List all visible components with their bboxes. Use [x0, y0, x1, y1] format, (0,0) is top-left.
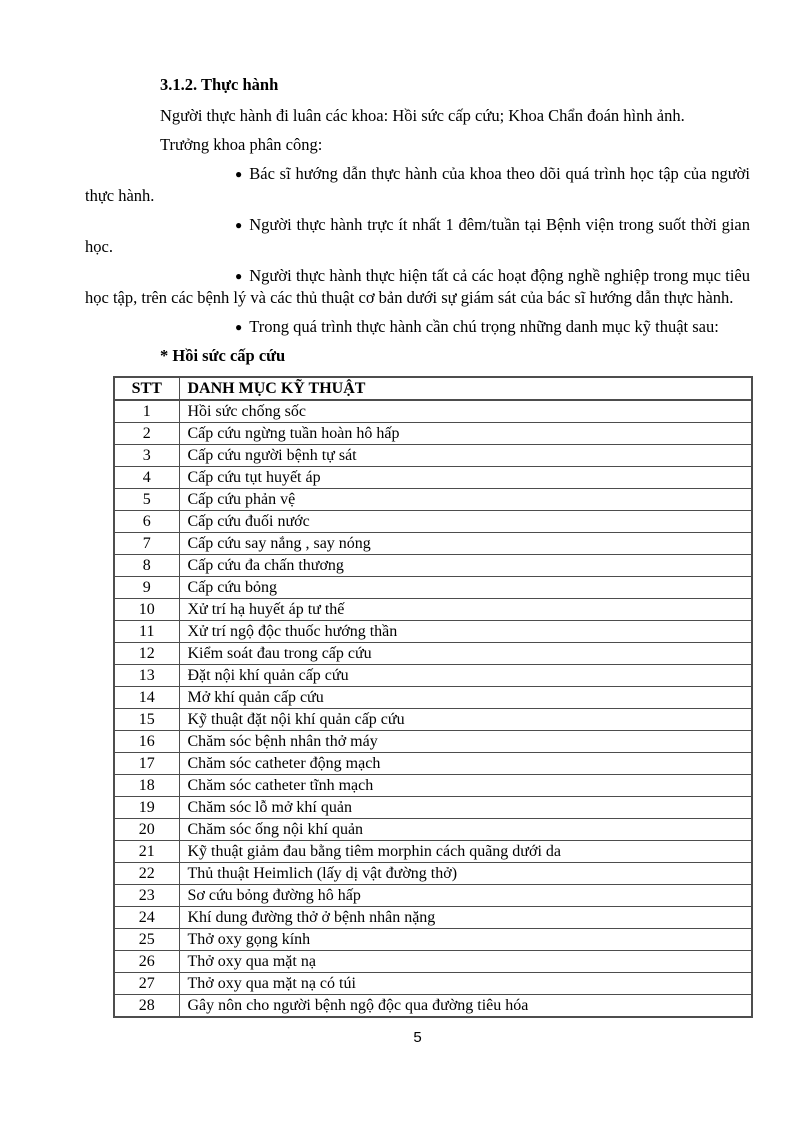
procedure-name-cell: Cấp cứu người bệnh tự sát	[179, 445, 752, 467]
paragraph-assignment: Trưởng khoa phân công:	[160, 135, 323, 154]
row-number-cell: 25	[114, 929, 179, 951]
procedure-name-cell: Chăm sóc catheter động mạch	[179, 753, 752, 775]
table-row	[114, 599, 752, 621]
table-row	[114, 951, 752, 973]
procedure-name-cell: Gây nôn cho người bệnh ngộ độc qua đường tiêu hóa	[179, 995, 752, 1018]
procedure-name-cell: Cấp cứu đuối nước	[179, 511, 752, 533]
table-row	[114, 731, 752, 753]
row-number-cell: 28	[114, 995, 179, 1018]
table-row	[114, 753, 752, 775]
procedure-name-cell: Sơ cứu bỏng đường hô hấp	[179, 885, 752, 907]
subsection-heading: * Hồi sức cấp cứu	[160, 346, 286, 365]
row-number-cell: 13	[114, 665, 179, 687]
row-number-cell: 24	[114, 907, 179, 929]
bullet-icon: ●	[235, 320, 243, 334]
procedures-table	[113, 376, 753, 1018]
table-row	[114, 555, 752, 577]
bullet-icon: ●	[235, 218, 243, 232]
procedure-name-cell: Chăm sóc catheter tĩnh mạch	[179, 775, 752, 797]
bullet-paragraph: ● Người thực hành trực ít nhất 1 đêm/tuần tại Bệnh viện trong suốt thời gian học.	[85, 215, 750, 256]
table-row	[114, 995, 752, 1018]
table-row	[114, 929, 752, 951]
row-number-cell: 1	[114, 400, 179, 423]
row-number-cell: 27	[114, 973, 179, 995]
row-number-cell: 10	[114, 599, 179, 621]
table-row	[114, 423, 752, 445]
page-number: 5	[413, 1029, 422, 1046]
table-row	[114, 643, 752, 665]
bullet-icon: ●	[235, 269, 243, 283]
bullet-paragraph: ● Bác sĩ hướng dẫn thực hành của khoa theo dõi quá trình học tập của người thực hành.	[85, 164, 750, 205]
table-row	[114, 907, 752, 929]
row-number-cell: 9	[114, 577, 179, 599]
row-number-cell: 7	[114, 533, 179, 555]
procedure-name-cell: Cấp cứu tụt huyết áp	[179, 467, 752, 489]
table-row	[114, 687, 752, 709]
table-header-danh-muc: DANH MỤC KỸ THUẬT	[179, 377, 752, 400]
row-number-cell: 5	[114, 489, 179, 511]
table-row	[114, 511, 752, 533]
bullet-paragraph: ● Trong quá trình thực hành cần chú trọng những danh mục kỹ thuật sau:	[85, 316, 750, 338]
row-number-cell: 4	[114, 467, 179, 489]
procedure-name-cell: Cấp cứu đa chấn thương	[179, 555, 752, 577]
row-number-cell: 12	[114, 643, 179, 665]
table-row	[114, 445, 752, 467]
row-number-cell: 2	[114, 423, 179, 445]
table-row	[114, 577, 752, 599]
row-number-cell: 14	[114, 687, 179, 709]
row-number-cell: 22	[114, 863, 179, 885]
table-row	[114, 665, 752, 687]
row-number-cell: 19	[114, 797, 179, 819]
procedure-name-cell: Xử trí hạ huyết áp tư thế	[179, 599, 752, 621]
row-number-cell: 17	[114, 753, 179, 775]
procedure-name-cell: Thở oxy qua mặt nạ	[179, 951, 752, 973]
table-row	[114, 819, 752, 841]
table-row	[114, 467, 752, 489]
table-row	[114, 797, 752, 819]
table-row	[114, 775, 752, 797]
table-row	[114, 973, 752, 995]
row-number-cell: 21	[114, 841, 179, 863]
row-number-cell: 23	[114, 885, 179, 907]
procedure-name-cell: Thủ thuật Heimlich (lấy dị vật đường thở)	[179, 863, 752, 885]
table-row	[114, 885, 752, 907]
row-number-cell: 15	[114, 709, 179, 731]
table-row	[114, 621, 752, 643]
table-body	[114, 400, 752, 1017]
procedure-name-cell: Cấp cứu bỏng	[179, 577, 752, 599]
row-number-cell: 3	[114, 445, 179, 467]
row-number-cell: 8	[114, 555, 179, 577]
paragraph-rotation: Người thực hành đi luân các khoa: Hồi sức cấp cứu; Khoa Chẩn đoán hình ảnh.	[160, 106, 685, 125]
procedure-name-cell: Kỹ thuật đặt nội khí quản cấp cứu	[179, 709, 752, 731]
table-row	[114, 489, 752, 511]
row-number-cell: 6	[114, 511, 179, 533]
table-head	[114, 377, 752, 400]
section-heading: 3.1.2. Thực hành	[160, 75, 279, 94]
row-number-cell: 16	[114, 731, 179, 753]
procedure-name-cell: Mở khí quản cấp cứu	[179, 687, 752, 709]
procedure-name-cell: Khí dung đường thở ở bệnh nhân nặng	[179, 907, 752, 929]
procedure-name-cell: Thở oxy gọng kính	[179, 929, 752, 951]
procedure-name-cell: Đặt nội khí quản cấp cứu	[179, 665, 752, 687]
row-number-cell: 11	[114, 621, 179, 643]
bullet-icon: ●	[235, 167, 243, 181]
procedure-name-cell: Xử trí ngộ độc thuốc hướng thần	[179, 621, 752, 643]
procedure-name-cell: Thở oxy qua mặt nạ có túi	[179, 973, 752, 995]
table-row	[114, 863, 752, 885]
procedure-name-cell: Cấp cứu say nắng , say nóng	[179, 533, 752, 555]
procedure-name-cell: Kỹ thuật giảm đau bằng tiêm morphin cách quãng dưới da	[179, 841, 752, 863]
table-row	[114, 841, 752, 863]
procedure-name-cell: Kiểm soát đau trong cấp cứu	[179, 643, 752, 665]
procedure-name-cell: Hồi sức chống sốc	[179, 400, 752, 423]
table-header-stt: STT	[114, 377, 179, 400]
row-number-cell: 18	[114, 775, 179, 797]
procedure-name-cell: Chăm sóc ống nội khí quản	[179, 819, 752, 841]
bullet-list	[85, 163, 750, 338]
table-header-row	[114, 377, 752, 400]
procedure-name-cell: Chăm sóc lỗ mở khí quản	[179, 797, 752, 819]
procedure-name-cell: Cấp cứu phản vệ	[179, 489, 752, 511]
table-row	[114, 709, 752, 731]
procedure-name-cell: Chăm sóc bệnh nhân thở máy	[179, 731, 752, 753]
table-row	[114, 533, 752, 555]
row-number-cell: 26	[114, 951, 179, 973]
table-row	[114, 400, 752, 423]
procedure-name-cell: Cấp cứu ngừng tuần hoàn hô hấp	[179, 423, 752, 445]
bullet-paragraph: ● Người thực hành thực hiện tất cả các hoạt động nghề nghiệp trong mục tiêu học tập, trên các bệnh lý và các thủ thuật cơ bản dưới sự giám sát của bác sĩ hướng dẫn thực hành.	[85, 266, 750, 307]
row-number-cell: 20	[114, 819, 179, 841]
